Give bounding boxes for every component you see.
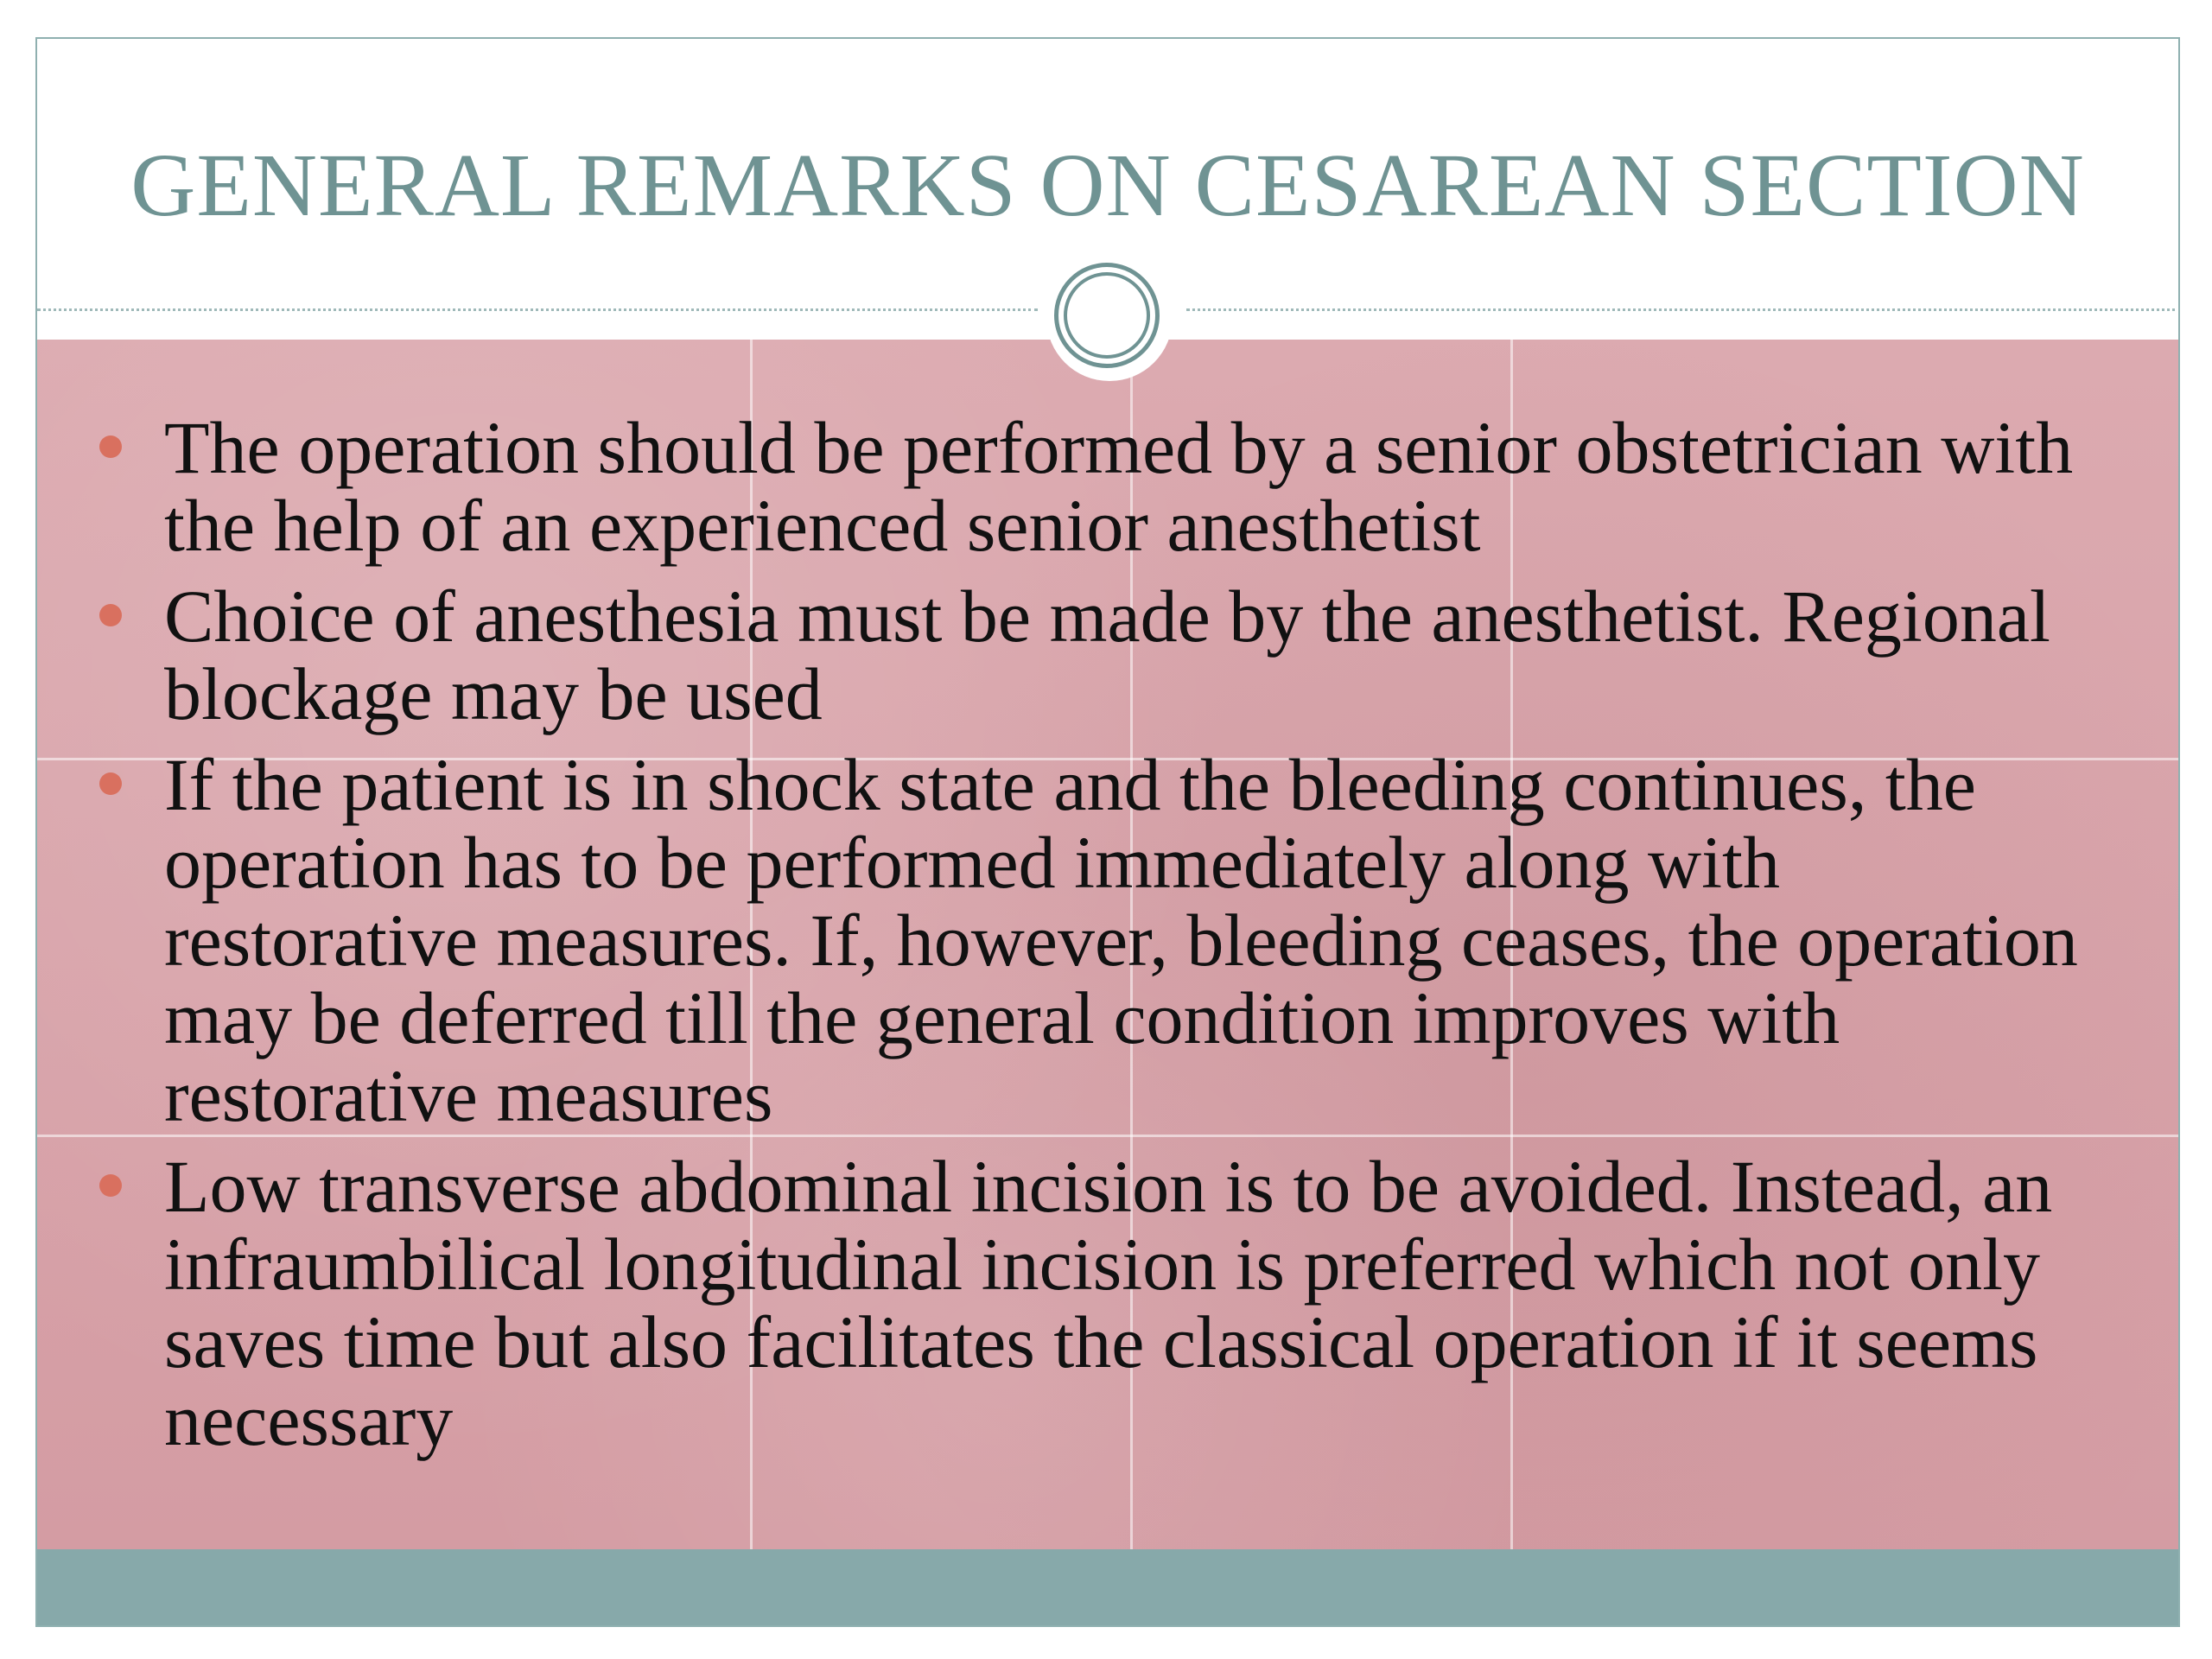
bullet-list (37, 406, 2178, 1471)
bullet-text: Low transverse abdominal incision is to be avoided. Instead, an infraumbilical longitudinal incision is preferred which not only saves time but also facilitates the classical operation if it seems necessary (164, 1145, 2053, 1461)
slide-content (37, 340, 2178, 1549)
bullet-text: If the patient is in shock state and the bleeding continues, the operation has to be performed immediately along with restorative measures. If, however, bleeding ceases, the operation may be deferred till the general condition improves with restorative measures (164, 743, 2078, 1137)
bullet-item (37, 1147, 2178, 1459)
bullet-item (37, 577, 2178, 733)
ornament-inner-ring (1064, 272, 1150, 359)
slide (35, 37, 2180, 1627)
header-divider-left (37, 308, 1038, 311)
bullet-text: The operation should be performed by a senior obstetrician with the help of an experienced senior anesthetist (164, 406, 2074, 567)
bullet-item (37, 406, 2178, 567)
bullet-text: Choice of anesthesia must be made by the anesthetist. Regional blockage may be used (164, 575, 2050, 735)
dot-bullet-icon (99, 1174, 122, 1197)
dot-bullet-icon (99, 604, 122, 626)
bullet-item (37, 743, 2178, 1137)
slide-title: GENERAL REMARKS ON CESAREAN SECTION (130, 136, 2085, 235)
header-divider-right (1186, 308, 2180, 311)
double-ring-circle-icon (1046, 255, 1173, 381)
dot-bullet-icon (99, 435, 122, 458)
footer-bar (37, 1549, 2178, 1627)
dot-bullet-icon (99, 772, 122, 795)
